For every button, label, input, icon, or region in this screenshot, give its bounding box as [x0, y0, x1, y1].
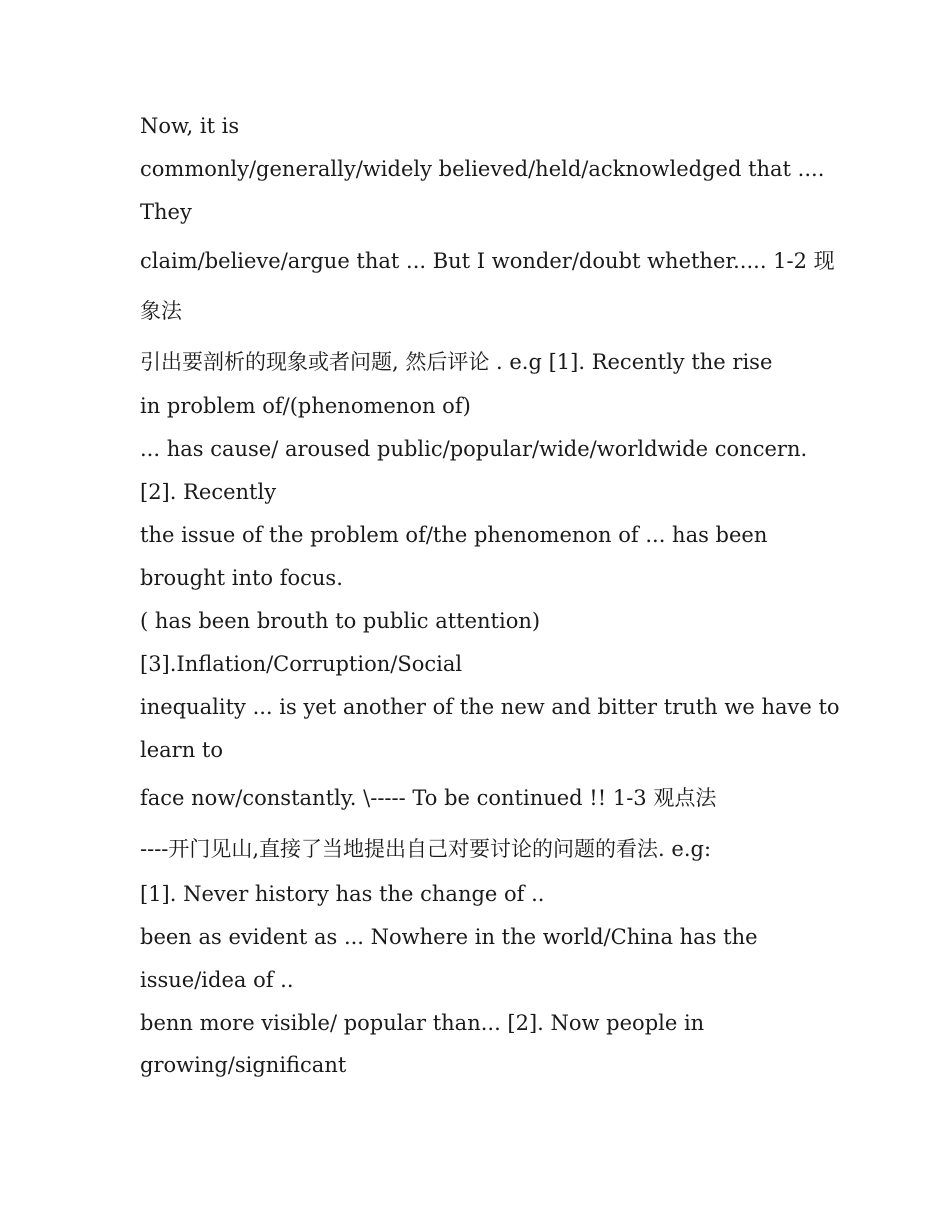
text-line: [3].Inflation/Corruption/Social	[140, 652, 463, 676]
text-line: commonly/generally/widely believed/held/acknowledged that ....	[140, 157, 825, 181]
text-line: inequality ... is yet another of the new and bitter truth we have to	[140, 695, 840, 719]
text-line: in problem of/(phenomenon of)	[140, 394, 471, 418]
text-line: ----开门见山,直接了当地提出自己对要讨论的问题的看法. e.g:	[140, 837, 712, 861]
text-line: face now/constantly. \----- To be continued !! 1-3 观点法	[140, 786, 717, 810]
text-line: 引出要剖析的现象或者问题, 然后评论 . e.g [1]. Recently the rise	[140, 350, 773, 374]
text-line: ... has cause/ aroused public/popular/wide/worldwide concern.	[140, 437, 808, 461]
text-line: 象法	[140, 299, 182, 323]
text-line: They	[140, 200, 192, 224]
text-line: claim/believe/argue that ... But I wonder/doubt whether..... 1-2 现	[140, 249, 835, 273]
text-line: the issue of the problem of/the phenomenon of ... has been	[140, 523, 768, 547]
text-line: growing/significant	[140, 1053, 347, 1077]
text-line: ( has been brouth to public attention)	[140, 609, 541, 633]
text-line: learn to	[140, 738, 223, 762]
text-line: issue/idea of ..	[140, 968, 294, 992]
text-line: been as evident as ... Nowhere in the world/China has the	[140, 925, 758, 949]
text-line: brought into focus.	[140, 566, 343, 590]
text-line: [2]. Recently	[140, 480, 277, 504]
text-line: Now, it is	[140, 114, 240, 138]
text-line: benn more visible/ popular than... [2]. Now people in	[140, 1011, 705, 1035]
text-line: [1]. Never history has the change of ..	[140, 882, 545, 906]
